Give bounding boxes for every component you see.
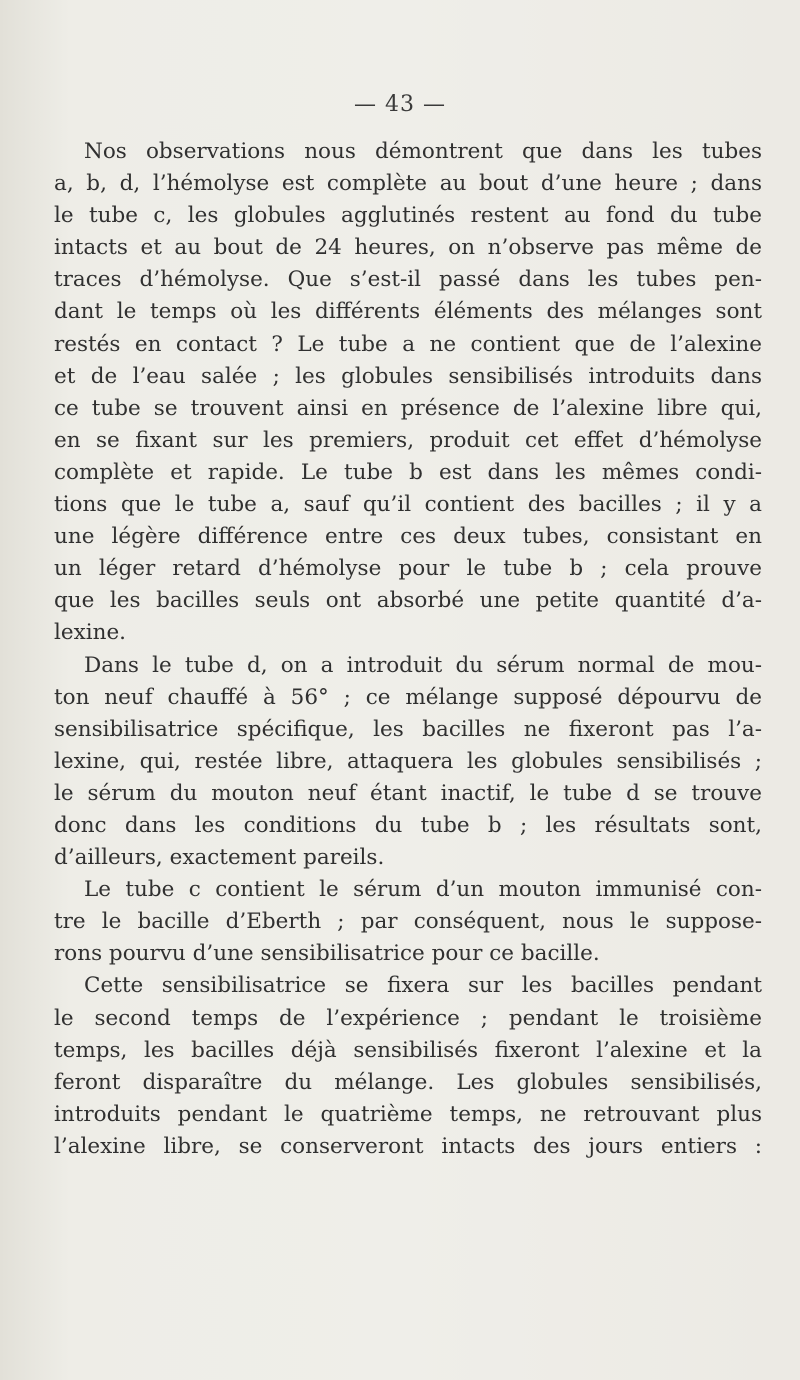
text-line: tre le bacille d’Eberth ; par conséquent, nous le suppose- <box>54 909 762 935</box>
text-line: l’alexine libre, se conserveront intacts des jours entiers : <box>54 1133 762 1159</box>
text-line: introduits pendant le quatrième temps, ne retrouvant plus <box>54 1101 762 1127</box>
text-line: lexine. <box>54 620 127 646</box>
page-number: — 43 — <box>354 92 446 117</box>
text-line: temps, les bacilles déjà sensibilisés fixeront l’alexine et la <box>54 1037 762 1063</box>
text-line: feront disparaître du mélange. Les globules sensibilisés, <box>54 1069 762 1095</box>
text-line: traces d’hémolyse. Que s’est-il passé dans les tubes pen- <box>54 267 762 293</box>
text-line: tions que le tube a, sauf qu’il contient des bacilles ; il y a <box>54 492 762 518</box>
body-text <box>54 136 762 1163</box>
text-line: intacts et au bout de 24 heures, on n’observe pas même de <box>54 235 762 261</box>
text-line: d’ailleurs, exactement pareils. <box>54 845 385 871</box>
text-line: en se fixant sur les premiers, produit cet effet d’hémolyse <box>54 427 762 453</box>
text-line: le second temps de l’expérience ; pendant le troisième <box>54 1005 762 1031</box>
text-line: et de l’eau salée ; les globules sensibilisés introduits dans <box>54 363 762 389</box>
text-line: que les bacilles seuls ont absorbé une petite quantité d’a- <box>54 588 762 614</box>
text-line: Cette sensibilisatrice se fixera sur les bacilles pendant <box>84 973 762 999</box>
text-line: Dans le tube d, on a introduit du sérum normal de mou- <box>84 652 762 678</box>
text-line: ton neuf chauffé à 56° ; ce mélange supposé dépourvu de <box>54 684 762 710</box>
text-line: sensibilisatrice spécifique, les bacilles ne fixeront pas l’a- <box>54 716 762 742</box>
text-line: le sérum du mouton neuf étant inactif, le tube d se trouve <box>54 780 762 806</box>
text-line: lexine, qui, restée libre, attaquera les globules sensibilisés ; <box>54 748 762 774</box>
text-line: Nos observations nous démontrent que dans les tubes <box>84 139 762 164</box>
text-line: une légère différence entre ces deux tubes, consistant en <box>54 524 762 550</box>
text-line: donc dans les conditions du tube b ; les résultats sont, <box>54 812 762 838</box>
text-line: ce tube se trouvent ainsi en présence de l’alexine libre qui, <box>54 395 762 421</box>
text-line: rons pourvu d’une sensibilisatrice pour ce bacille. <box>54 941 600 967</box>
text-line: un léger retard d’hémolyse pour le tube b ; cela prouve <box>54 556 762 582</box>
text-line: Le tube c contient le sérum d’un mouton immunisé con- <box>84 877 762 903</box>
text-line: dant le temps où les différents éléments des mélanges sont <box>54 299 762 325</box>
text-line: le tube c, les globules agglutinés restent au fond du tube <box>54 203 762 229</box>
text-line: restés en contact ? Le tube a ne contient que de l’alexine <box>54 331 762 357</box>
text-line: a, b, d, l’hémolyse est complète au bout d’une heure ; dans <box>54 171 762 197</box>
text-line: complète et rapide. Le tube b est dans les mêmes condi- <box>54 459 762 485</box>
